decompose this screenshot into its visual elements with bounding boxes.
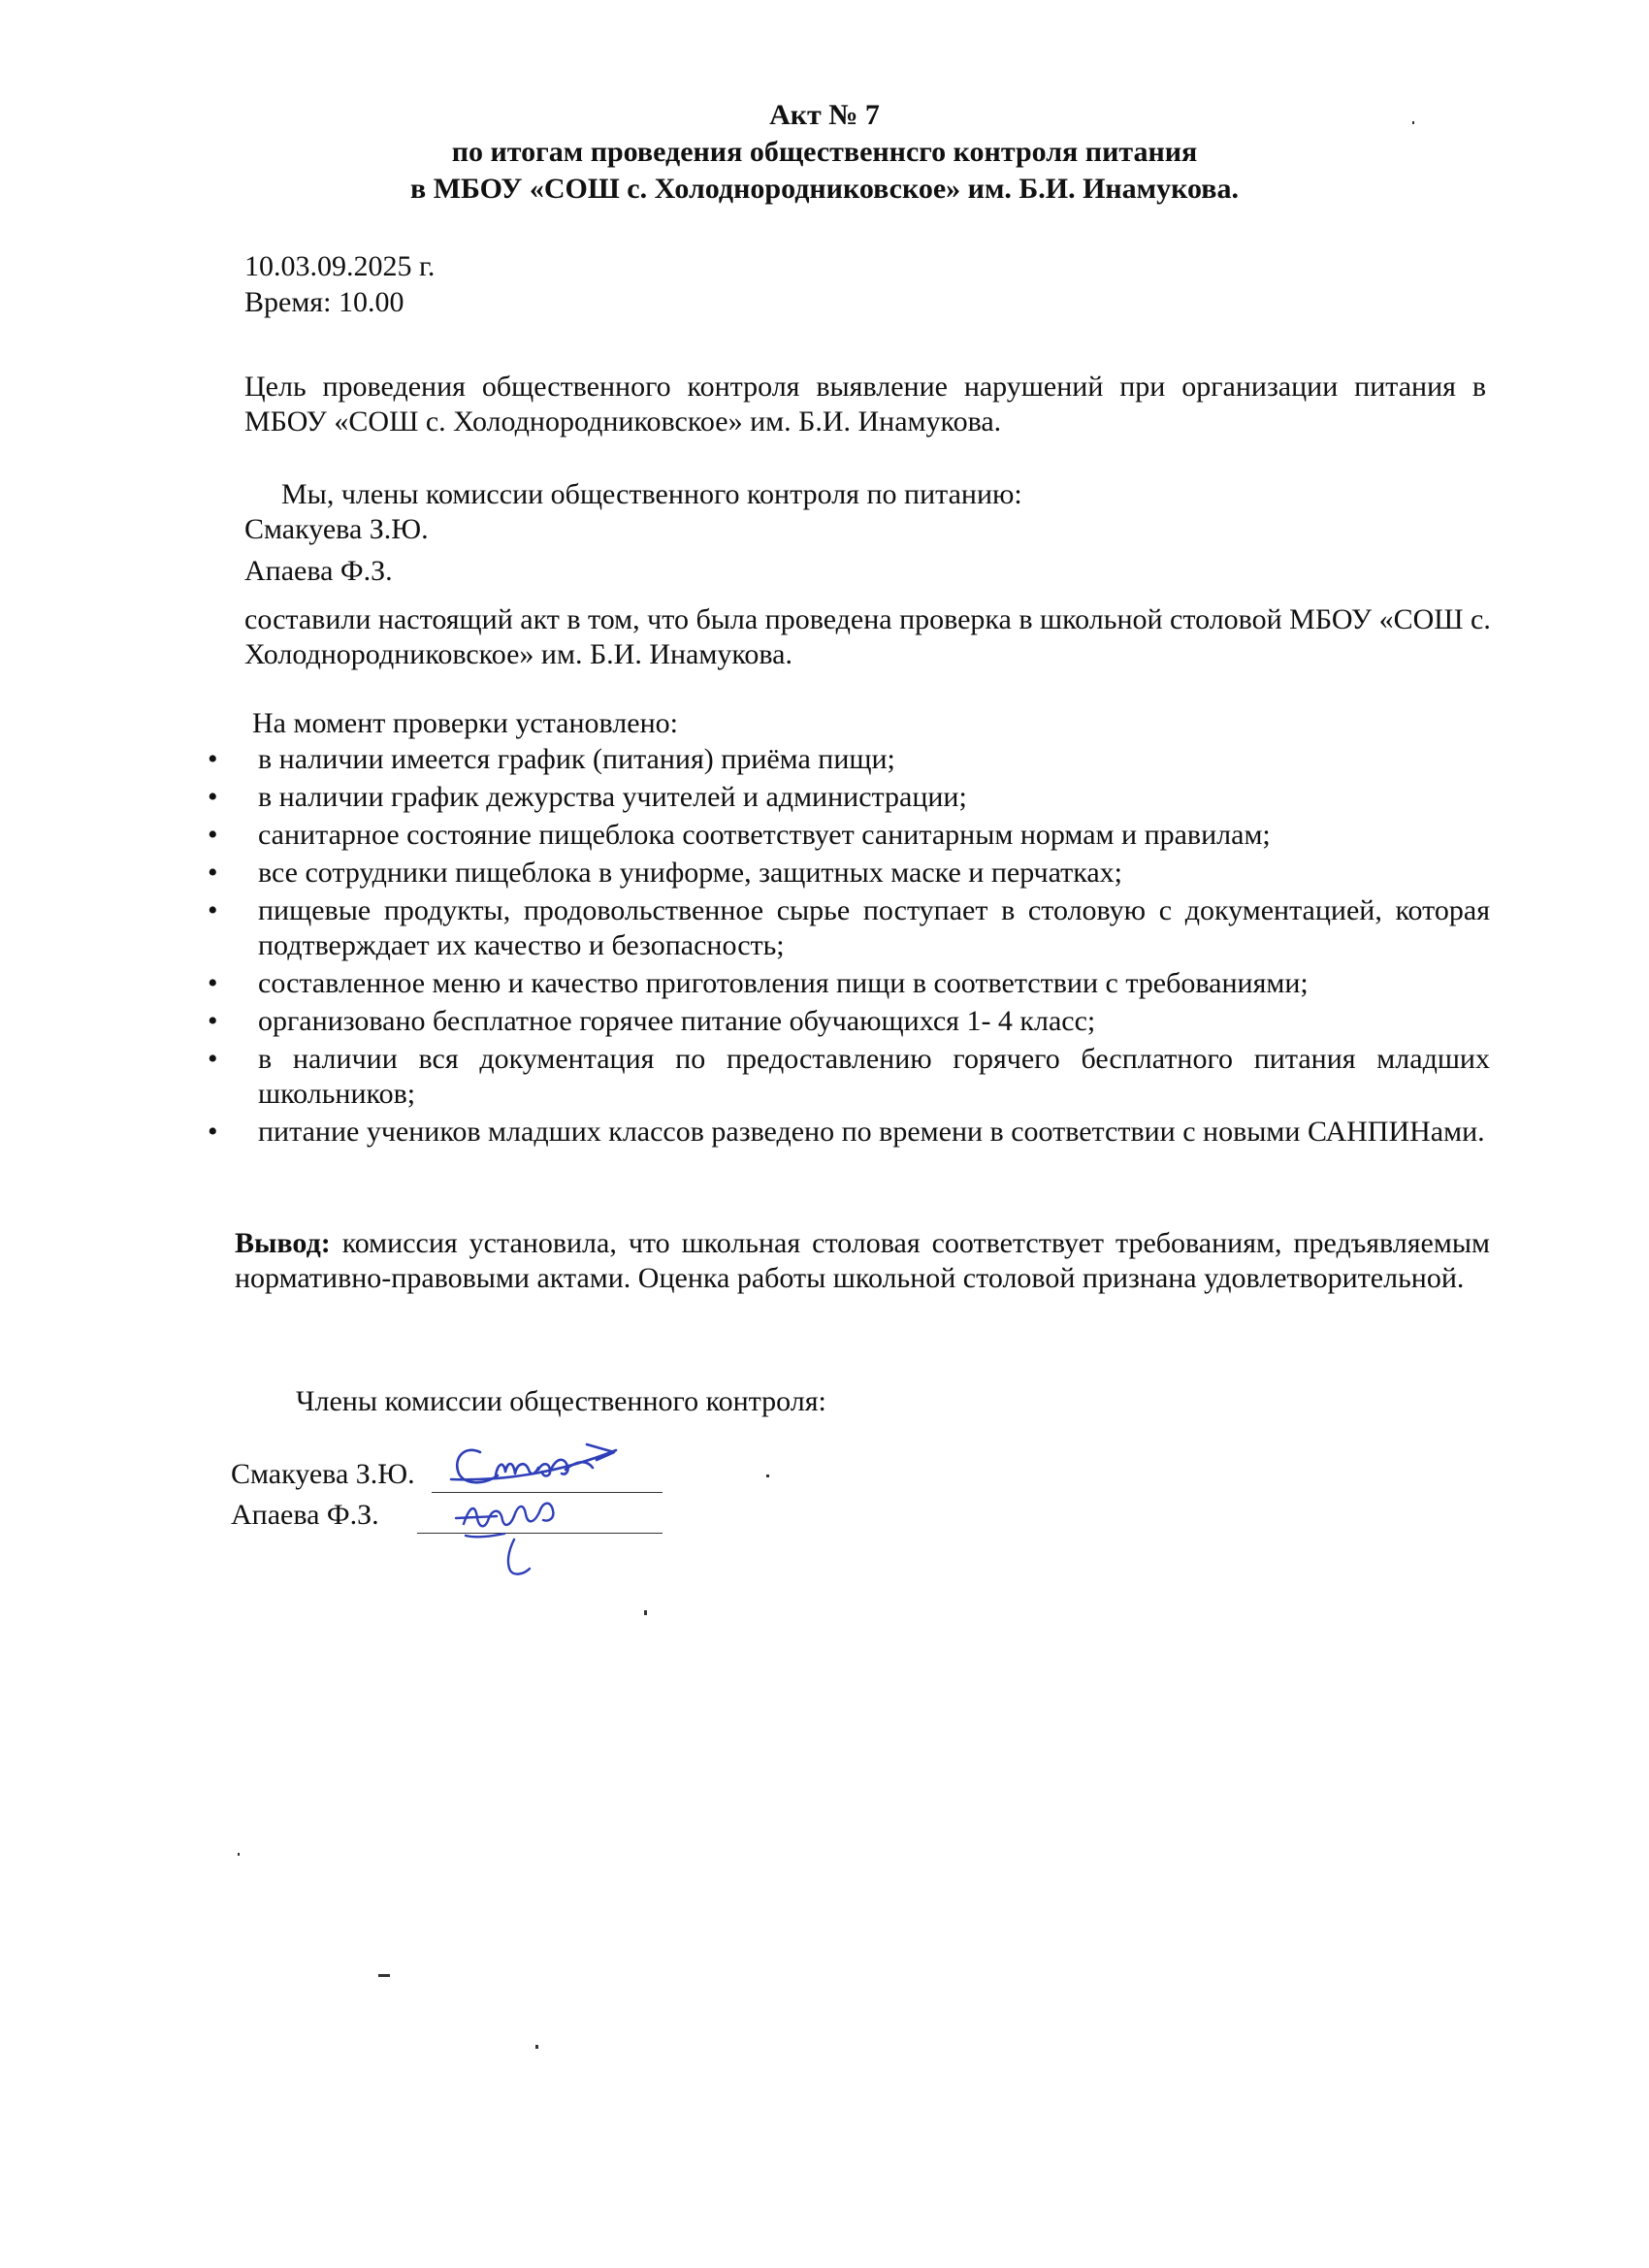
bullet-icon: •: [208, 743, 218, 775]
finding-text: в наличии график дежурства учителей и администрации;: [258, 781, 967, 813]
act-time: Время: 10.00: [244, 286, 404, 318]
finding-text: организовано бесплатное горячее питание обучающихся 1- 4 класс;: [258, 1005, 1096, 1037]
bullet-icon: •: [208, 857, 218, 889]
conclusion-text: комиссия установила, что школьная столовая соответствует требованиям, предъявляемым нормативно-правовыми актами. Оценка работы школьной столовой признана удовлетворительной.: [235, 1227, 1490, 1294]
list-item: [208, 1115, 1490, 1150]
scan-speck: [238, 1853, 240, 1856]
list-item: [208, 818, 1490, 853]
findings-list: [208, 742, 1490, 1152]
list-item: [208, 780, 1490, 815]
bullet-icon: •: [208, 781, 218, 813]
finding-text: питание учеников младших классов разведено по времени в соответствии с новыми САНПИНами.: [258, 1116, 1485, 1148]
signatures-heading: Члены комиссии общественного контроля:: [296, 1385, 826, 1417]
signer-name-2: Апаева Ф.З.: [231, 1499, 379, 1531]
list-item: [208, 1042, 1490, 1112]
list-item: [208, 742, 1490, 777]
scan-speck: [1412, 121, 1414, 124]
member-name-2: Апаева Ф.З.: [244, 555, 393, 587]
scan-speck: [378, 1974, 390, 1977]
finding-text: в наличии имеется график (питания) приёма пищи;: [258, 743, 895, 775]
bullet-icon: •: [208, 819, 218, 851]
signature-2-image: [446, 1489, 601, 1581]
finding-text: в наличии вся документация по предоставлению горячего бесплатного питания младших школьников;: [258, 1043, 1490, 1110]
bullet-icon: •: [208, 1005, 218, 1037]
list-item: [208, 856, 1490, 891]
finding-text: санитарное состояние пищеблока соответствует санитарным нормам и правилам;: [258, 819, 1271, 851]
act-subtitle-line1: по итогам проведения общественнсго контроля питания: [451, 136, 1198, 168]
signer-name-1: Смакуева З.Ю.: [231, 1458, 415, 1490]
finding-text: пищевые продукты, продовольственное сырье поступает в столовую с документацией, которая подтверждает их качество и безопасность;: [258, 894, 1490, 961]
conclusion-label: Вывод:: [235, 1227, 331, 1259]
bullet-icon: •: [208, 1116, 218, 1148]
findings-intro: На момент проверки установлено:: [252, 707, 678, 739]
conclusion-paragraph: [235, 1226, 1490, 1296]
purpose-paragraph: Цель проведения общественного контроля выявление нарушений при организации питания в МБОУ «СОШ с. Холоднородниковское» им. Б.И. Инамукова.: [244, 371, 1486, 437]
finding-text: все сотрудники пищеблока в униформе, защитных маске и перчатках;: [258, 857, 1122, 889]
scan-speck: [766, 1474, 769, 1477]
act-subtitle-line2: в МБОУ «СОШ с. Холоднородниковское» им. Б.И. Инамукова.: [410, 173, 1239, 205]
bullet-icon: •: [208, 1043, 218, 1075]
finding-text: составленное меню и качество приготовления пищи в соответствии с требованиями;: [258, 967, 1309, 999]
bullet-icon: •: [208, 967, 218, 999]
scan-speck: [644, 1610, 647, 1615]
statement-paragraph: составили настоящий акт в том, что была проведена проверка в школьной столовой МБОУ «СОШ с. Холоднородниковское» им. Б.И. Инамукова.: [244, 603, 1491, 670]
bullet-icon: •: [208, 894, 218, 926]
members-intro: Мы, члены комиссии общественного контроля по питанию:: [281, 478, 1022, 510]
list-item: [208, 966, 1490, 1001]
list-item: [208, 1004, 1490, 1039]
member-name-1: Смакуева З.Ю.: [244, 513, 429, 545]
act-title: Акт № 7: [769, 99, 880, 131]
act-date: 10.03.09.2025 г.: [244, 250, 436, 282]
list-item: [208, 893, 1490, 963]
scan-speck: [535, 2045, 538, 2049]
